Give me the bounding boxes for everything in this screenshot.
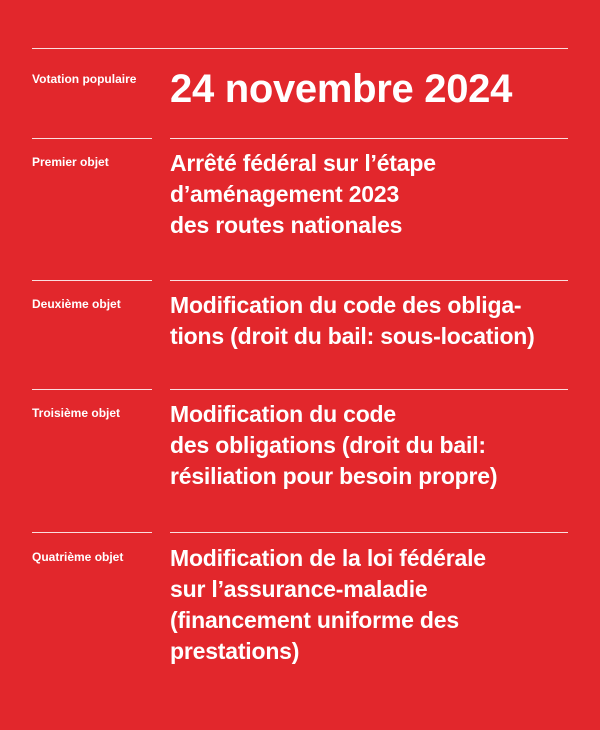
object-2-label: Deuxième objet [32,297,121,311]
object-2-right-divider [170,280,568,281]
object-4-right-divider [170,532,568,533]
object-1-left-divider [32,138,152,139]
object-4-title [170,543,570,667]
object-4-left-divider [32,532,152,533]
object-1-title-line: Arrêté fédéral sur l’étape [170,150,436,176]
object-3-title-line: des obligations (droit du bail: [170,432,486,458]
object-1-title [170,148,570,241]
object-1-title-line: des routes nationales [170,212,403,238]
object-3-label: Troisième objet [32,406,121,420]
object-2-title-line: Modification du code des obliga- [170,292,522,318]
object-4-title-line: Modification de la loi fédérale [170,545,486,571]
object-2-left-divider [32,280,152,281]
object-3-right-divider [170,389,568,390]
object-2-title [170,290,570,352]
top-divider [32,48,568,49]
object-1-label: Premier objet [32,155,109,169]
object-4-title-line: (financement uniforme des [170,607,459,633]
object-3-title [170,399,570,492]
object-3-title-line: Modification du code [170,401,396,427]
object-4-label: Quatrième objet [32,550,124,564]
object-3-left-divider [32,389,152,390]
votation-label: Votation populaire [32,72,137,86]
votation-date: 24 novembre 2024 [170,67,513,111]
object-1-title-line: d’aménagement 2023 [170,181,400,207]
object-3-title-line: résiliation pour besoin propre) [170,463,498,489]
object-4-title-line: sur l’assurance-maladie [170,576,428,602]
object-1-right-divider [170,138,568,139]
object-2-title-line: tions (droit du bail: sous-location) [170,323,535,349]
object-4-title-line: prestations) [170,638,300,664]
